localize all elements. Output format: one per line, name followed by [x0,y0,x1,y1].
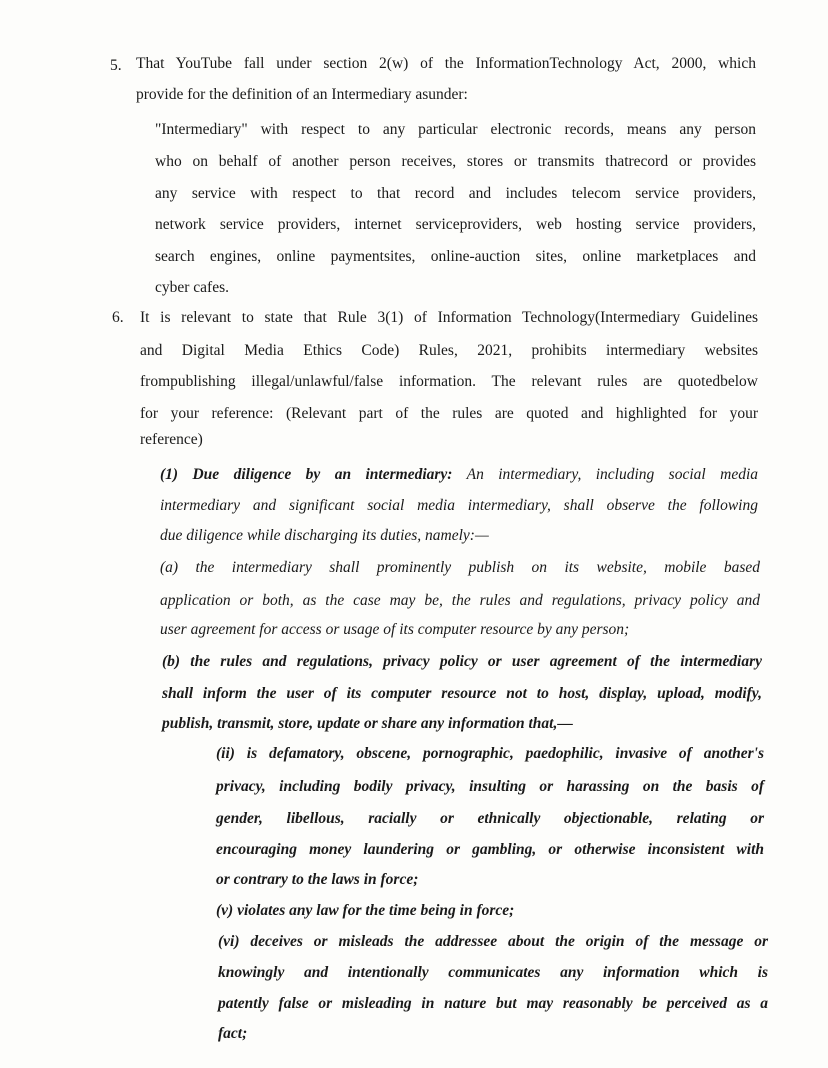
para5-line-1: That YouTube fall under section 2(w) of the InformationTechnology Act, 2000, which [136,55,756,72]
sub-ii-line-3: gender, libellous, racially or ethnically objectionable, relating or [216,810,764,827]
clause-b-line-2: shall inform the user of its computer resource not to host, display, upload, modify, [162,685,762,702]
sub-vi-line-3: patently false or misleading in nature but may reasonably be perceived as a [218,995,768,1012]
sub-vi-line-2: knowingly and intentionally communicates any information which is [218,964,768,981]
rule-intro-line-2: due diligence while discharging its duties, namely:— [160,527,489,544]
para6-number: 6. [112,309,124,326]
clause-a-line-2: application or both, as the case may be, the rules and regulations, privacy policy and [160,592,760,609]
para5-quote-line-6: cyber cafes. [155,279,230,296]
para5-quote-line-1: "Intermediary" with respect to any particular electronic records, means any person [155,121,756,138]
sub-vi-line-4: fact; [218,1025,248,1042]
sub-vi-line-1: (vi) deceives or misleads the addressee about the origin of the message or [218,933,768,950]
para6-line-1: It is relevant to state that Rule 3(1) of Information Technology(Intermediary Guidelines [140,309,758,326]
para5-number: 5. [110,57,122,74]
clause-a-line-3: user agreement for access or usage of its computer resource by any person; [160,621,630,638]
para6-line-5: reference) [140,431,203,448]
para5-quote-line-3: any service with respect to that record and includes telecom service providers, [155,185,756,202]
sub-ii-line-2: privacy, including bodily privacy, insulting or harassing on the basis of [216,778,764,795]
sub-ii-line-1: (ii) is defamatory, obscene, pornographic, paedophilic, invasive of another's [216,745,764,762]
rule-heading-rest: An intermediary, including social media [452,466,758,483]
para5-quote-line-5: search engines, online paymentsites, online-auction sites, online marketplaces and [155,248,756,265]
para5-line-2: provide for the definition of an Intermediary asunder: [136,86,468,103]
sub-ii-line-4: encouraging money laundering or gambling, or otherwise inconsistent with [216,841,764,858]
para5-quote-line-2: who on behalf of another person receives, stores or transmits thatrecord or provides [155,153,756,170]
rule-intro-line-1: intermediary and significant social media intermediary, shall observe the following [160,497,758,514]
para5-quote-line-4: network service providers, internet serviceproviders, web hosting service providers, [155,216,756,233]
rule-heading [160,465,758,485]
sub-ii-line-5: or contrary to the laws in force; [216,871,419,888]
clause-a-line-1: (a) the intermediary shall prominently publish on its website, mobile based [160,559,760,576]
rule-heading-bold: (1) Due diligence by an intermediary: [160,466,453,483]
para6-line-3: frompublishing illegal/unlawful/false information. The relevant rules are quotedbelow [140,373,758,390]
clause-b-line-3: publish, transmit, store, update or share any information that,— [162,715,573,732]
para6-line-4: for your reference: (Relevant part of the rules are quoted and highlighted for your [140,405,758,422]
sub-v-line-1: (v) violates any law for the time being in force; [216,902,515,919]
para6-line-2: and Digital Media Ethics Code) Rules, 2021, prohibits intermediary websites [140,342,758,359]
clause-b-line-1: (b) the rules and regulations, privacy policy or user agreement of the intermediary [162,653,762,670]
